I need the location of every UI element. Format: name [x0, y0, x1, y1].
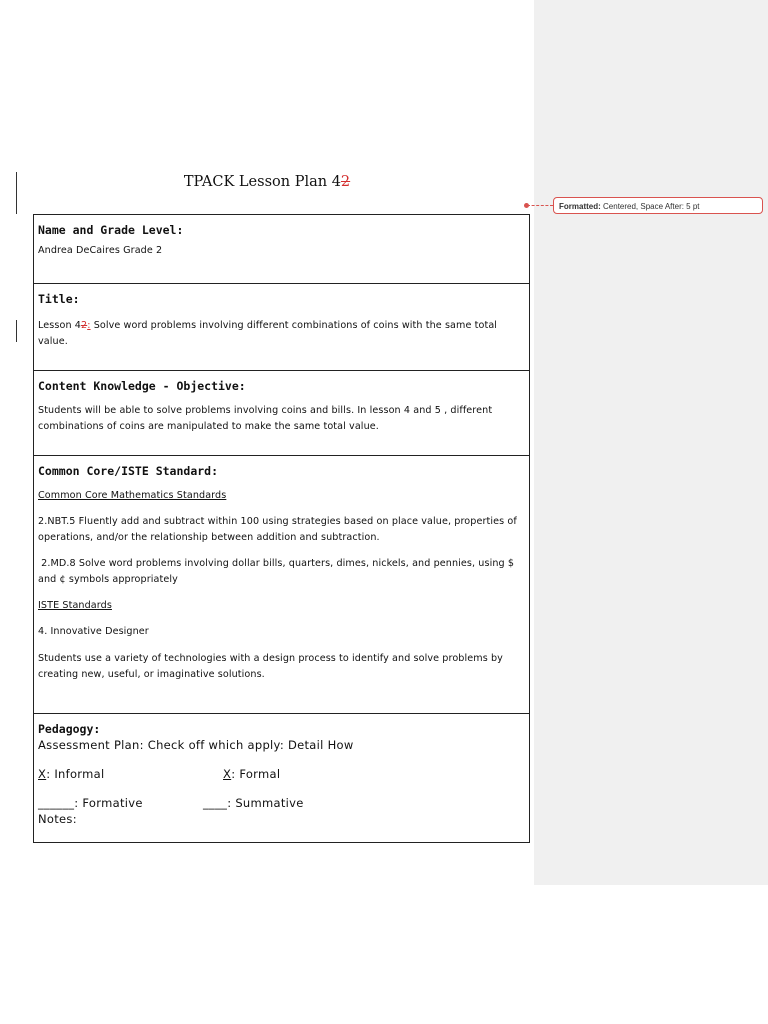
lesson-title-rest: Solve word problems involving different combinations of coins with the same total value.	[38, 320, 498, 347]
title-text: TPACK Lesson Plan 4	[183, 174, 341, 190]
formal-option	[223, 767, 280, 781]
iste-description: Students use a variety of technologies with a design process to identify and solve problems by creating new, useful, or imaginative solutions.	[38, 653, 503, 680]
section-heading: Pedagogy:	[38, 722, 101, 736]
informal-formal-row	[38, 767, 524, 781]
iste-label: ISTE Standards	[38, 600, 112, 611]
formal-label: : Formal	[231, 767, 281, 781]
formative-option: ______: Formative	[38, 796, 143, 810]
section-heading: Common Core/ISTE Standard:	[38, 464, 219, 478]
section-pedagogy	[34, 714, 529, 842]
section-standards	[34, 456, 529, 714]
section-name-grade	[34, 215, 529, 284]
informal-check-mark: X	[38, 767, 47, 781]
name-grade-text: Andrea DeCaires Grade 2	[38, 245, 163, 256]
section-heading: Title:	[38, 292, 80, 306]
summative-option: ____: Summative	[203, 796, 304, 810]
title-deleted-text: 2	[340, 174, 351, 190]
lesson-title-text	[38, 318, 524, 350]
section-content-knowledge	[34, 371, 529, 456]
section-title	[34, 284, 529, 371]
comment-connector	[527, 205, 553, 206]
section-heading: Content Knowledge - Objective:	[38, 379, 246, 393]
standard-nbt-text: 2.NBT.5 Fluently add and subtract within 100 using strategies based on place value, properties of operations, and/or the relationship between addition and subtraction.	[38, 516, 517, 543]
lesson-inserted-text: :	[87, 320, 91, 331]
assessment-plan-text: Assessment Plan: Check off which apply: Detail How	[38, 738, 354, 752]
lesson-deleted-text: 2	[80, 320, 88, 331]
common-core-label: Common Core Mathematics Standards	[38, 490, 227, 501]
formative-summative-row	[38, 796, 524, 810]
lesson-plan-table	[33, 214, 530, 843]
comment-text: Centered, Space After: 5 pt	[603, 202, 700, 211]
objective-text: Students will be able to solve problems involving coins and bills. In lesson 4 and 5 , different combinations of coins are manipulated to make the same total value.	[38, 405, 493, 432]
iste-item: 4. Innovative Designer	[38, 626, 149, 637]
informal-option	[38, 767, 223, 781]
section-heading: Name and Grade Level:	[38, 223, 184, 237]
document-title	[0, 174, 534, 190]
markup-pane	[534, 0, 768, 885]
change-bar	[16, 320, 17, 342]
comment-label: Formatted:	[559, 202, 601, 211]
formatting-comment-balloon[interactable]	[553, 197, 763, 214]
notes-label: Notes:	[38, 812, 77, 826]
standard-md-text: 2.MD.8 Solve word problems involving dollar bills, quarters, dimes, nickels, and pennies, using $ and ¢ symbols appropriately	[38, 558, 518, 585]
lesson-prefix: Lesson 4	[38, 320, 81, 331]
informal-label: : Informal	[46, 767, 105, 781]
formal-check-mark: X	[223, 767, 232, 781]
